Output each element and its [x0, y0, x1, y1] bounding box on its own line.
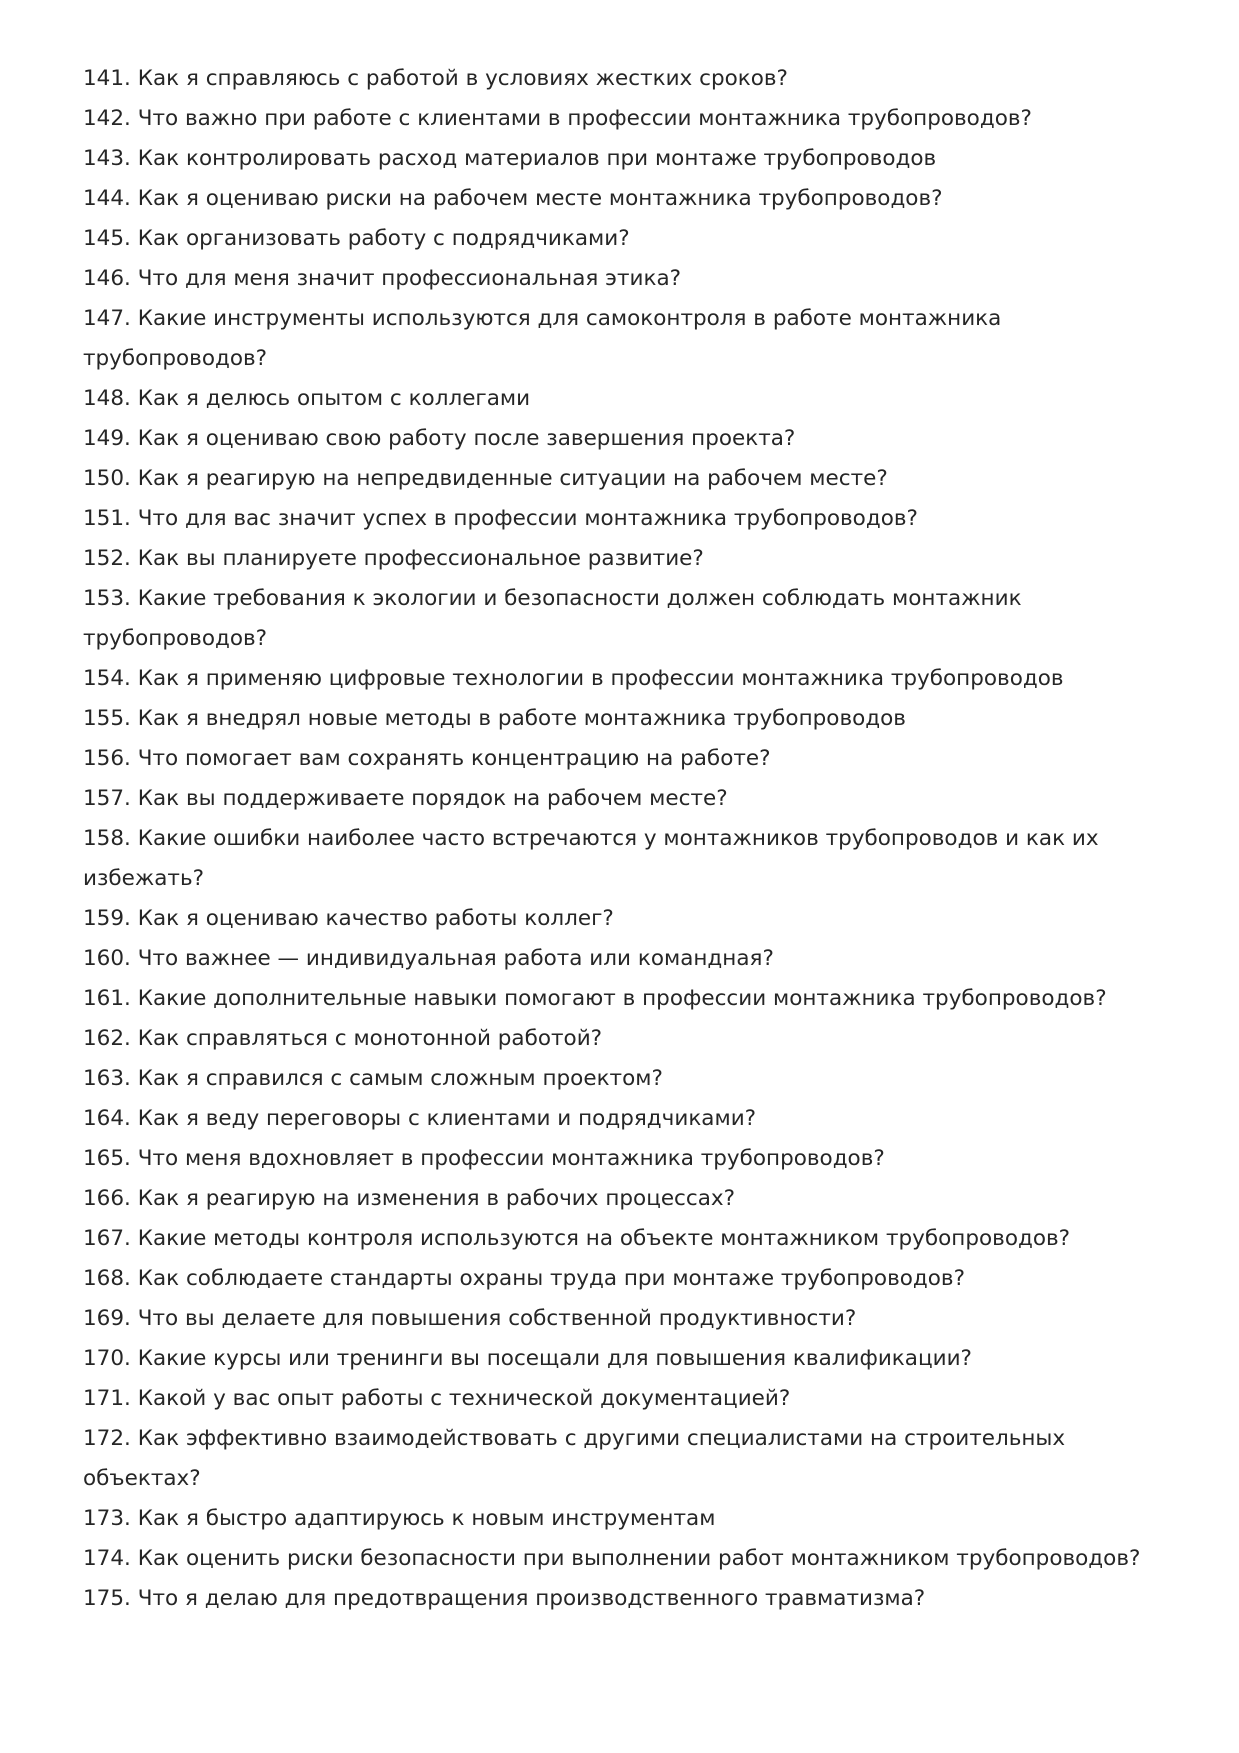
question-item: 152. Как вы планируете профессиональное развитие?: [83, 546, 704, 571]
question-item: 174. Как оценить риски безопасности при выполнении работ монтажником трубопроводов?: [83, 1546, 1141, 1571]
question-item: 142. Что важно при работе с клиентами в профессии монтажника трубопроводов?: [83, 106, 1032, 131]
question-item: 154. Как я применяю цифровые технологии в профессии монтажника трубопроводов: [83, 666, 1064, 691]
question-list: [83, 59, 1153, 1619]
question-item: 146. Что для меня значит профессиональная этика?: [83, 266, 682, 291]
question-item: 167. Какие методы контроля используются на объекте монтажником трубопроводов?: [83, 1226, 1071, 1251]
question-item: 150. Как я реагирую на непредвиденные ситуации на рабочем месте?: [83, 466, 888, 491]
question-item: 141. Как я справляюсь с работой в условиях жестких сроков?: [83, 66, 788, 91]
question-item: 148. Как я делюсь опытом с коллегами: [83, 386, 531, 411]
question-item: 166. Как я реагирую на изменения в рабочих процессах?: [83, 1186, 736, 1211]
question-item: 156. Что помогает вам сохранять концентрацию на работе?: [83, 746, 771, 771]
question-item: 151. Что для вас значит успех в профессии монтажника трубопроводов?: [83, 506, 918, 531]
question-item: 149. Как я оцениваю свою работу после завершения проекта?: [83, 426, 796, 451]
question-item: 161. Какие дополнительные навыки помогают в профессии монтажника трубопроводов?: [83, 986, 1107, 1011]
question-item: 170. Какие курсы или тренинги вы посещали для повышения квалификации?: [83, 1346, 972, 1371]
question-item: 168. Как соблюдаете стандарты охраны труда при монтаже трубопроводов?: [83, 1266, 965, 1291]
question-item: 144. Как я оцениваю риски на рабочем месте монтажника трубопроводов?: [83, 186, 943, 211]
question-item: 159. Как я оцениваю качество работы коллег?: [83, 906, 614, 931]
question-item: 162. Как справляться с монотонной работой?: [83, 1026, 603, 1051]
question-item: 163. Как я справился с самым сложным проектом?: [83, 1066, 663, 1091]
question-item: 164. Как я веду переговоры с клиентами и подрядчиками?: [83, 1106, 757, 1131]
question-item: 165. Что меня вдохновляет в профессии монтажника трубопроводов?: [83, 1146, 885, 1171]
question-item: 157. Как вы поддерживаете порядок на рабочем месте?: [83, 786, 728, 811]
question-item: 143. Как контролировать расход материалов при монтаже трубопроводов: [83, 146, 937, 171]
question-item: 172. Как эффективно взаимодействовать с другими специалистами на строительных объектах?: [83, 1426, 1066, 1491]
question-item: 160. Что важнее — индивидуальная работа или командная?: [83, 946, 774, 971]
question-item: 147. Какие инструменты используются для самоконтроля в работе монтажника трубопроводов?: [83, 306, 1002, 371]
question-item: 173. Как я быстро адаптируюсь к новым инструментам: [83, 1506, 716, 1531]
question-item: 175. Что я делаю для предотвращения производственного травматизма?: [83, 1586, 926, 1611]
question-item: 145. Как организовать работу с подрядчиками?: [83, 226, 630, 251]
question-item: 155. Как я внедрял новые методы в работе монтажника трубопроводов: [83, 706, 906, 731]
question-item: 158. Какие ошибки наиболее часто встречаются у монтажников трубопроводов и как их избежать?: [83, 826, 1099, 891]
question-item: 171. Какой у вас опыт работы с технической документацией?: [83, 1386, 791, 1411]
question-item: 153. Какие требования к экологии и безопасности должен соблюдать монтажник трубопроводов?: [83, 586, 1022, 651]
question-item: 169. Что вы делаете для повышения собственной продуктивности?: [83, 1306, 857, 1331]
